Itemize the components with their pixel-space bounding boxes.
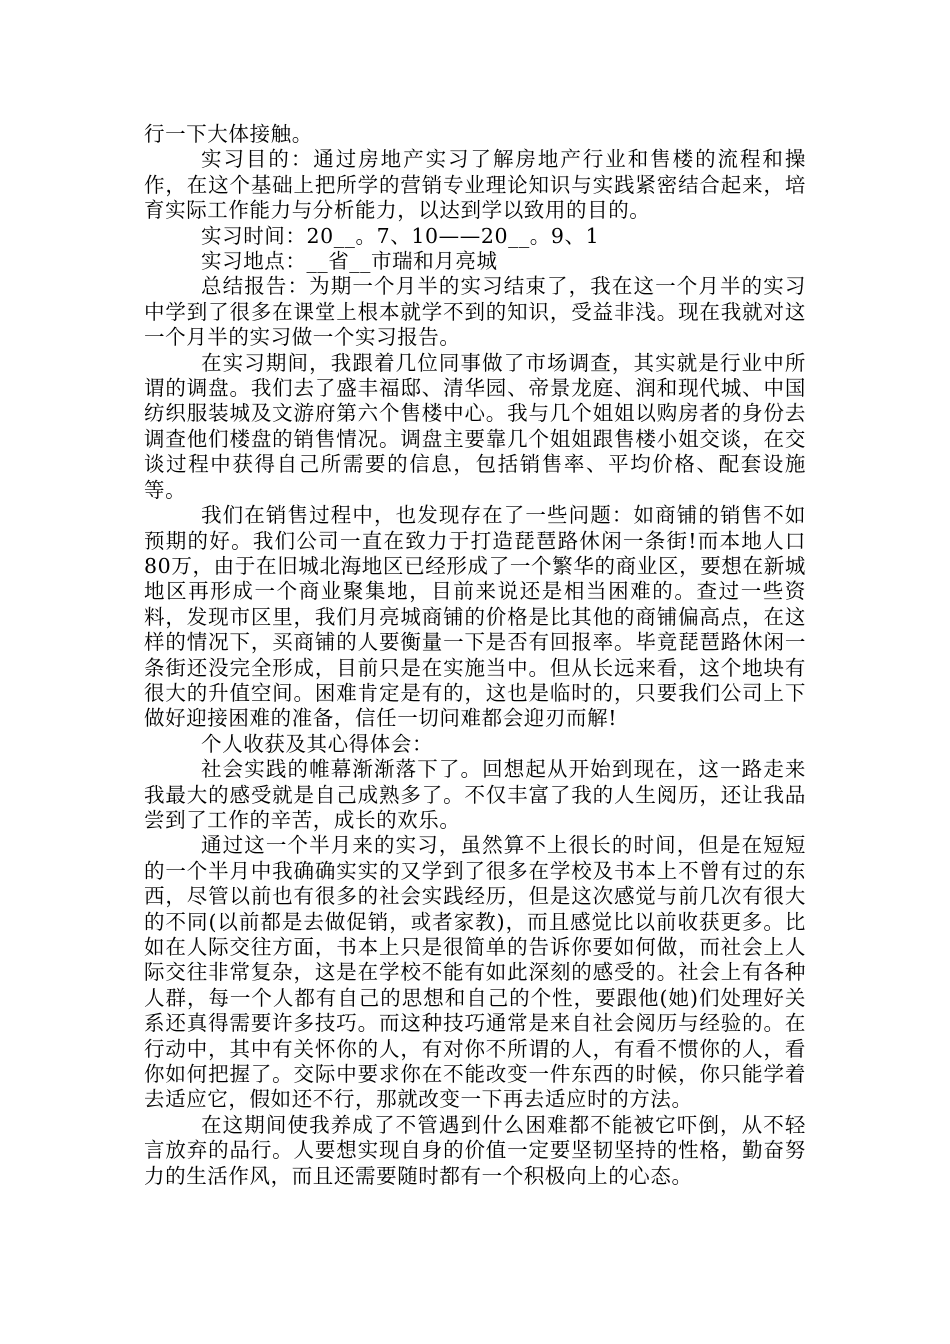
document-body — [144, 122, 806, 1189]
paragraph-time: 实习时间：20__。7、10——20__。9、1 — [201, 223, 600, 248]
paragraph-market-survey: 在实习期间，我跟着几位同事做了市场调查，其实就是行业中所谓的调盘。我们去了盛丰福邸、清华园、帝景龙庭、润和现代城、中国纺织服装城及文游府第六个售楼中心。我与几个姐姐以购房者的身份去调查他们楼盘的销售情况。调盘主要靠几个姐姐跟售楼小姐交谈，在交谈过程中获得自己所需要的信息，包括销售率、平均价格、配套设施等。 — [144, 350, 806, 502]
section-heading-personal-gains: 个人收获及其心得体会： — [201, 731, 434, 756]
paragraph-purpose: 实习目的：通过房地产实习了解房地产行业和售楼的流程和操作，在这个基础上把所学的营销专业理论知识与实践紧密结合起来，培育实际工作能力与分析能力，以达到学以致用的目的。 — [144, 147, 806, 223]
paragraph-sales-issues: 我们在销售过程中，也发现存在了一些问题：如商铺的销售不如预期的好。我们公司一直在致力于打造琵琶路休闲一条街!而本地人口80万，由于在旧城北海地区已经形成了一个繁华的商业区，要想在新城地区再形成一个商业聚集地，目前来说还是相当困难的。查过一些资料，发现市区里，我们月亮城商铺的价格是比其他的商铺偏高点，在这样的情况下，买商铺的人要衡量一下是否有回报率。毕竟琵琶路休闲一条街还没完全形成，目前只是在实施当中。但从长远来看，这个地块有很大的升值空间。困难肯定是有的，这也是临时的，只要我们公司上下做好迎接困难的准备，信任一切问难都会迎刃而解! — [144, 503, 806, 731]
paragraph-continuation: 行一下大体接触。 — [144, 122, 313, 146]
paragraph-summary: 总结报告：为期一个月半的实习结束了，我在这一个月半的实习中学到了很多在课堂上根本就学不到的知识，受益非浅。现在我就对这一个月半的实习做一个实习报告。 — [144, 274, 806, 350]
paragraph-location: 实习地点：__省__市瑞和月亮城 — [201, 249, 498, 274]
paragraph-social-experience: 通过这一个半月来的实习，虽然算不上很长的时间，但是在短短的一个半月中我确确实实的又学到了很多在学校及书本上不曾有过的东西，尽管以前也有很多的社会实践经历，但是这次感觉与前几次有很大的不同(以前都是去做促销，或者家教)，而且感觉比以前收获更多。比如在人际交往方面，书本上只是很简单的告诉你要如何做，而社会上人际交往非常复杂，这是在学校不能有如此深刻的感受的。社会上有各种人群，每一个人都有自己的思想和自己的个性，要跟他(她)们处理好关系还真得需要许多技巧。而这种技巧通常是来自社会阅历与经验的。在行动中，其中有关怀你的人，有对你不所谓的人，有看不惯你的人，看你如何把握了。交际中要求你在不能改变一件东西的时候，你只能学着去适应它，假如还不行，那就改变一下再去适应时的方法。 — [144, 833, 806, 1112]
paragraph-character: 在这期间使我养成了不管遇到什么困难都不能被它吓倒，从不轻言放弃的品行。人要想实现自身的价值一定要坚韧坚持的性格，勤奋努力的生活作风，而且还需要随时都有一个积极向上的心态。 — [144, 1112, 806, 1188]
paragraph-reflection: 社会实践的帷幕渐渐落下了。回想起从开始到现在，这一路走来我最大的感受就是自己成熟多了。不仅丰富了我的人生阅历，还让我品尝到了工作的辛苦，成长的欢乐。 — [144, 757, 806, 832]
